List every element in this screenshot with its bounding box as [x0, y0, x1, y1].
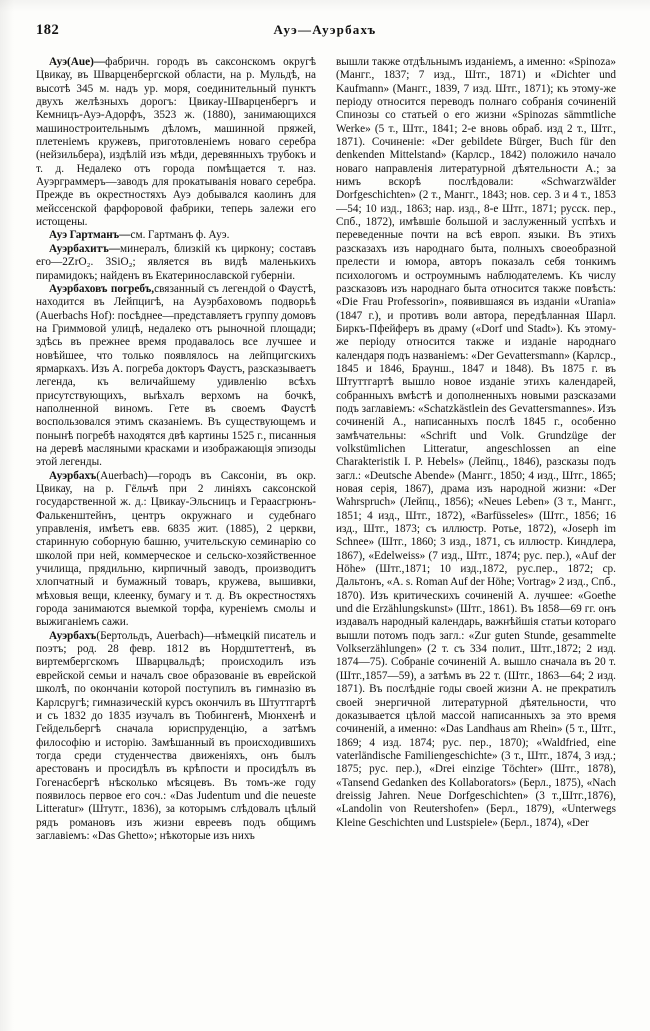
- text-columns: [0, 56, 650, 1016]
- article-paragraph: [36, 283, 316, 470]
- page-header: [0, 22, 650, 42]
- entry-headword: Ауэрбаховъ погребъ,: [49, 282, 155, 295]
- article-paragraph-continued: [336, 56, 616, 830]
- page-edge-shadow-top: [0, 0, 650, 12]
- entry-headword: Ауэ(Aue)—: [49, 56, 106, 68]
- entry-body: см. Гартманъ ф. Ауэ.: [130, 229, 230, 242]
- entry-body: (Auerbach)—городъ въ Саксоніи, въ окр. Цвикау, на р. Гёльчѣ при 2 линіяхъ саксонской государственной ж. д.: Цвикау-Эльсницъ и Гераасгрюнъ-Фалькенштейнъ, центръ окружнаго и судебнаго управленія, имѣетъ евв. 6835 жит. (1885), 2 церкви, старинную соборную башню, учительскую семинарію со школой при ней, коммерческое и сельско-хозяйственное училища, прядильню, кирпичный заводъ, производитъ хлопчатный и бумажный товаръ, кружева, вышивки, мѣховыя вещи, клеенку, бумагу и т. д. Въ окрестностяхъ города занимаются выемкой торфа, куреніемъ смолы и выжиганіемъ сажи.: [36, 469, 316, 629]
- article-paragraph: [36, 229, 316, 242]
- entry-headword: Ауэ Гартманъ—: [49, 229, 131, 242]
- article-paragraph: [36, 630, 316, 844]
- page-number: 182: [36, 22, 60, 38]
- running-title: Ауэ—Ауэрбахъ: [273, 22, 377, 37]
- article-paragraph: [36, 56, 316, 229]
- entry-body: фабричн. городъ въ саксонскомъ округѣ Цвикау, въ Шварценбергской области, на р. Мульдѣ, на высотѣ 345 м. надъ ур. моря, соединительный пунктъ двухъ желѣзныхъ дорогъ: Цвикау-Шварценбергъ и Кемницъ-Ауэ-Адорфъ, 3523 ж. (1880), занимающихся машиностроительнымъ дѣломъ, машинной пряжей, плетеніемъ кружевъ, приготовленіемъ новаго серебра (нейзильбера), издѣлій изъ мѣди, деревянныхъ трубокъ и т. д. Недалеко отъ города помѣщается т. наз. Ауэрграммеръ—заводъ для прокатыванія новаго серебра. Прежде въ окрестностяхъ Ауэ добывался каолинъ для мейссенской фарфоровой фабрики, теперь залежи его истощены.: [36, 56, 316, 229]
- entry-body: (Бертольдъ, Auerbach)—нѣмецкій писатель и поэтъ; род. 28 февр. 1812 въ Нордштеттенѣ, въ виртембергскомъ Шварцвальдѣ; происходилъ изъ еврейской семьи и началъ свое образованіе въ еврейской школѣ, по окончаніи которой поступилъ въ гимназію въ Карлсругѣ; гимназическій курсъ окончилъ въ Штуттгартѣ и съ 1832 до 1835 изучалъ въ Тюбингенѣ, Мюнхенѣ и Гейдельбергѣ сначала юриспруденцію, а затѣмъ философію и исторію. Замѣшанный въ происходившихъ тогда среди студенчества движеніяхъ, онъ былъ арестованъ и просидѣлъ въ крѣпости и просидѣлъ въ Гогенасбергѣ нѣсколько мѣсяцевъ. Въ томъ-же году появилось первое его соч.: «Das Judentum und die neueste Litteratur» (Штутг., 1836), за которымъ слѣдовалъ цѣлый рядъ романовъ изъ жизни евреевъ подъ общимъ заглавіемъ: «Das Ghetto»; нѣкоторые изъ нихъ: [36, 629, 316, 842]
- article-paragraph: [36, 470, 316, 630]
- entry-headword: Ауэрбахъ: [49, 629, 97, 642]
- entry-body: вышли также отдѣльнымъ изданіемъ, а именно: «Spinoza» (Мангг., 1837; 7 изд., Штг., 1871) и «Dichter und Kaufmann» (Мангг., 1839, 7 изд. Штг., 1871); къ этому-же періоду относится переводъ полнаго собранія сочиненій Спинозы со статьей о его жизни «Spinozas sämmtliche Werke» (5 т., Штг., 1841; 2-е вновь обраб. изд 2 т., Штг., 1871). Сочиненіе: «Der gebildete Bürger, Buch für den denkenden Mittelstand» (Карлср., 1842) положило начало новаго направленія литературной дѣятельности А.; за нимъ вскорѣ послѣдовали: «Schwarzwälder Dorfgeschichten» (2 т., Мангг., 1843; нов. сер. 3 и 4 т., 1853—54; 10 изд., 1863; нар. изд., 8-е Штг., 1871; русск. пер., Спб., 1872), имѣвшіе большой и заслуженный успѣхъ и переведенные почти на всѣ европ. языки. Въ этихъ разсказахъ изъ народнаго быта, полныхъ своеобразной прелести и юмора, авторъ показалъ себя тонкимъ психологомъ и остроумнымъ наблюдателемъ. Къ числу разсказовъ изъ народнаго быта относится также повѣсть: «Die Frau Professorin», появившаяся въ изданіи «Urania» (1847 г.), и противъ воли автора, передѣланная Шарл. Биркъ-Пфейферъ въ драму («Dorf und Stadt»). Къ этому-же періоду относится также и изданіе народнаго календаря подъ названіемъ: «Der Gevattersmann» (Карлср., 1845 и 1846, Браунш., 1847 и 1848). Въ 1875 г. въ Штуттгартѣ вышло новое изданіе этихъ календарей, собранныхъ вмѣстѣ и дополненныхъ новыми разсказами подъ заглавіемъ: «Schatzkästlein des Gevattersmannes». Изъ сочиненій А., написанныхъ послѣ 1845 г., особенно замѣчательны: «Schrift und Volk. Grundzüge der volkstümlichen Litteratur, angeschlossen an eine Charakteristik I. P. Hebels» (Лейпц., 1846), разсказы подъ загл.: «Deutsche Abende» (Мангг., 1850; 4 изд., Штг., 1865; новая серія, 1867), драма изъ народной жизни: «Der Wahrspruch» (Лейпц., 1856); «Neues Leben» (3 т., Мангг., 1851; 4 изд., Штг., 1872), «Barfüsseles» (Штг., 1856; 16 изд., Штг., 1873; съ иллюстр. Ротье, 1872), «Joseph im Schnee» (Штг., 1860; 3 изд., 1871, съ иллюстр. Киндлера, 1867), «Edelweiss» (7 изд., Штг., 1874; рус. пер.), «Auf der Höhe» (Штг.,1871; 10 изд.,1872, рус.пер., 1872; ср. Дальтонъ, «A. s. Roman Auf der Höhe; Vortrag» 2 изд., Спб., 1870). Изъ критическихъ сочиненій А. лучшее: «Goethe und die Erzählungskunst» (Штг., 1861). Въ 1858—69 гг. онъ издавалъ народный календарь, важнѣйшія статьи котораго вышли потомъ подъ загл.: «Zur guten Stunde, gesammelte Volkserzählungen» (2 т. съ 334 полит., Штг.,1872; 2 изд. 1874—75). Собраніе сочиненій А. вышло сначала въ 20 т. (Штг.,1857—59), а затѣмъ въ 22 т. (Штг., 1863—64; 2 изд. 1871). Въ послѣдніе годы своей жизни А. не прекратилъ своей энергичной литературной дѣятельности, что доказывается цѣлой массой написанныхъ за это время сочиненій, а именно: «Das Landhaus am Rhein» (5 т., Штг., 1869; 4 изд. 1874; рус. пер., 1870); «Waldfried, eine vaterländische Familiengeschichte» (3 т., Штг., 1874, 3 изд.; 1875; рус. пер.), «Drei einzige Töchter» (Штг., 1878), «Tansend Gedanken des Kollaborators» (Берл., 1875), «Nach dreissig Jahren. Neue Dorfgeschichten» (3 т.,Штг.,1876), «Landolin von Reutershofen» (Берл., 1879), «Unterwegs Kleine Geschichten und Lustspiele» (Берл., 1874), «Der: [336, 56, 616, 829]
- entry-headword: Ауэрбахитъ—: [49, 242, 120, 255]
- entry-headword: Ауэрбахъ: [49, 469, 97, 482]
- entry-body: минералъ, близкій къ циркону; составъ его—2ZrO₂. 3SiO₂; является въ видѣ маленькихъ пирамидокъ; найденъ въ Екатеринославской губерніи.: [36, 242, 316, 282]
- column-right: [336, 56, 616, 1016]
- article-paragraph: [36, 243, 316, 283]
- column-left: [36, 56, 316, 1016]
- entry-body: связанный съ легендой о Фаустѣ, находится въ Лейпцигѣ, на Ауэрбаховомъ подворьѣ (Auerbachs Hof): посѣднее—представляетъ группу домовъ на Гриммовой улицѣ, недалеко отъ рыночной площади; здѣсь въ прежнее время продавалось все лучшее и новѣйшее, что только появлялось на лейпцигскихъ ярмаркахъ. Изъ А. погреба докторъ Фаустъ, разсказываетъ легенда, къ величайшему удивленію всѣхъ присутствующихъ, выѣхалъ верхомъ на бочкѣ, наполненной виномъ. Гете въ своемъ Фаустѣ воспользовался этимъ сказаніемъ. Въ существующемъ и понынѣ погребѣ находятся двѣ картины 1525 г., писанныя на деревѣ масляными красками и изображающія эпизоды этой легенды.: [36, 282, 316, 469]
